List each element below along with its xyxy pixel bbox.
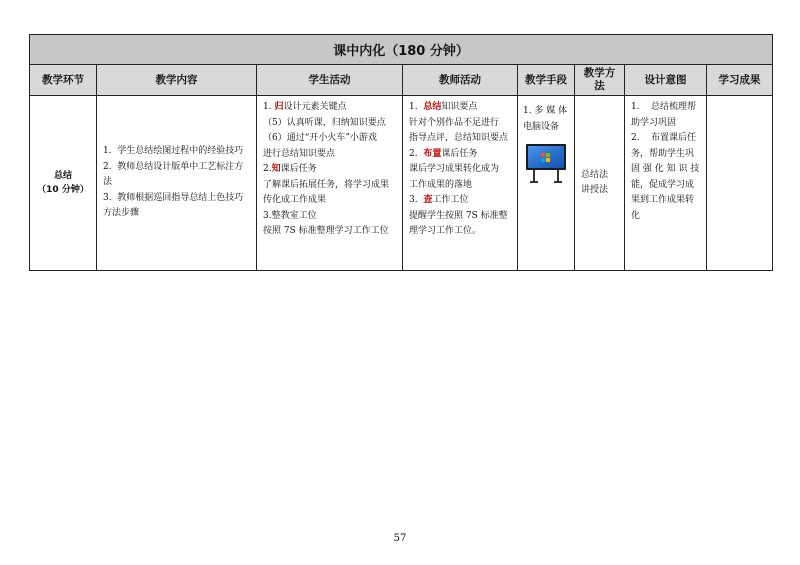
keyword-highlight: 知 bbox=[271, 164, 281, 174]
item-number: 2. bbox=[409, 148, 424, 159]
lesson-plan-table bbox=[29, 34, 773, 271]
media-line: 电脑设备 bbox=[523, 121, 560, 132]
stage-name: 总结 bbox=[53, 171, 72, 181]
student-line: （5）认真听课，归纳知识要点 bbox=[263, 117, 386, 128]
intent-line: 1. 总结梳理帮 bbox=[631, 102, 697, 112]
item-number: 2. bbox=[263, 164, 272, 174]
page-number: 57 bbox=[393, 533, 407, 544]
media-line: 1. 多 媒 体 bbox=[523, 106, 568, 116]
student-line: 传化成工作成果 bbox=[263, 195, 327, 205]
intent-line: 果到工作成果转 bbox=[631, 195, 695, 205]
header-student-activity: 学生活动 bbox=[257, 65, 403, 96]
outcome-cell bbox=[707, 96, 773, 271]
teacher-line: 针对个别作品不足进行 bbox=[409, 117, 500, 128]
teacher-line: 理学习工作工位。 bbox=[409, 226, 482, 236]
method-line: 讲授法 bbox=[581, 185, 609, 195]
header-intent: 设计意图 bbox=[625, 65, 707, 96]
intent-line: 能，促成学习成 bbox=[631, 179, 695, 190]
student-activity-cell bbox=[257, 96, 403, 271]
student-line: 进行总结知识要点 bbox=[263, 148, 336, 159]
intent-line: 2. 布置课后任 bbox=[631, 133, 697, 143]
teacher-line bbox=[409, 100, 513, 116]
teacher-line: 工作成果的落地 bbox=[409, 179, 473, 190]
header-teacher-activity: 教师活动 bbox=[403, 65, 518, 96]
header-method: 教学方法 bbox=[575, 65, 625, 96]
teacher-activity-cell bbox=[403, 96, 518, 271]
student-line-text: 课后任务 bbox=[280, 164, 317, 174]
header-stage: 教学环节 bbox=[30, 65, 97, 96]
method-line: 总结法 bbox=[581, 169, 609, 180]
intent-line: 助学习巩固 bbox=[631, 117, 677, 128]
intent-line: 务，帮助学生巩 bbox=[631, 148, 695, 159]
item-number: 1. bbox=[409, 102, 424, 112]
teacher-line bbox=[409, 147, 513, 163]
teacher-line: 提醒学生按照 7S 标准整 bbox=[409, 210, 508, 221]
intent-line: 固 强 化 知 识 技 bbox=[631, 164, 700, 174]
item-number: 3. bbox=[409, 195, 424, 205]
method-cell bbox=[575, 96, 625, 271]
content-line: 3. 教师根据巡回指导总结上色技巧 bbox=[103, 192, 244, 203]
student-line: 了解课后拓展任务，将学习成果 bbox=[263, 179, 390, 190]
media-cell bbox=[518, 96, 575, 271]
table-row bbox=[30, 96, 773, 271]
teacher-line-text: 知识要点 bbox=[441, 102, 478, 112]
teacher-line: 指导点评，总结知识要点 bbox=[409, 133, 509, 143]
content-line: 1. 学生总结绘图过程中的经验技巧 bbox=[103, 146, 244, 157]
student-line: 3.整教室工位 bbox=[263, 210, 317, 221]
content-cell bbox=[97, 96, 257, 271]
table-title: 课中内化（180 分钟） bbox=[30, 35, 773, 65]
teacher-line bbox=[409, 193, 513, 209]
stage-duration: （10 分钟） bbox=[37, 185, 89, 195]
student-line-text: 设计元素关键点 bbox=[283, 102, 347, 112]
keyword-highlight: 归 bbox=[274, 102, 284, 112]
content-line: 2. 教师总结设计版单中工艺标注方 bbox=[103, 161, 244, 172]
keyword-highlight: 布置 bbox=[423, 148, 442, 159]
content-line: 方法步骤 bbox=[103, 208, 140, 219]
multimedia-display-icon bbox=[525, 143, 567, 192]
content-line: 法 bbox=[103, 177, 113, 188]
keyword-highlight: 查 bbox=[423, 195, 433, 205]
intent-line: 化 bbox=[631, 210, 641, 221]
student-line bbox=[263, 162, 398, 178]
stage-cell bbox=[30, 96, 97, 271]
teacher-line: 课后学习成果转化成为 bbox=[409, 164, 500, 174]
header-outcome: 学习成果 bbox=[707, 65, 773, 96]
item-number: 1. bbox=[263, 102, 275, 112]
student-line: （6）通过“开小火车”小游戏 bbox=[263, 133, 377, 143]
teacher-line-text: 工作工位 bbox=[432, 195, 469, 205]
header-media: 教学手段 bbox=[518, 65, 575, 96]
student-line: 按照 7S 标准整理学习工作工位 bbox=[263, 226, 389, 236]
student-line bbox=[263, 100, 398, 116]
intent-cell bbox=[625, 96, 707, 271]
header-content: 教学内容 bbox=[97, 65, 257, 96]
teacher-line-text: 课后任务 bbox=[441, 148, 478, 159]
keyword-highlight: 总结 bbox=[423, 102, 442, 112]
